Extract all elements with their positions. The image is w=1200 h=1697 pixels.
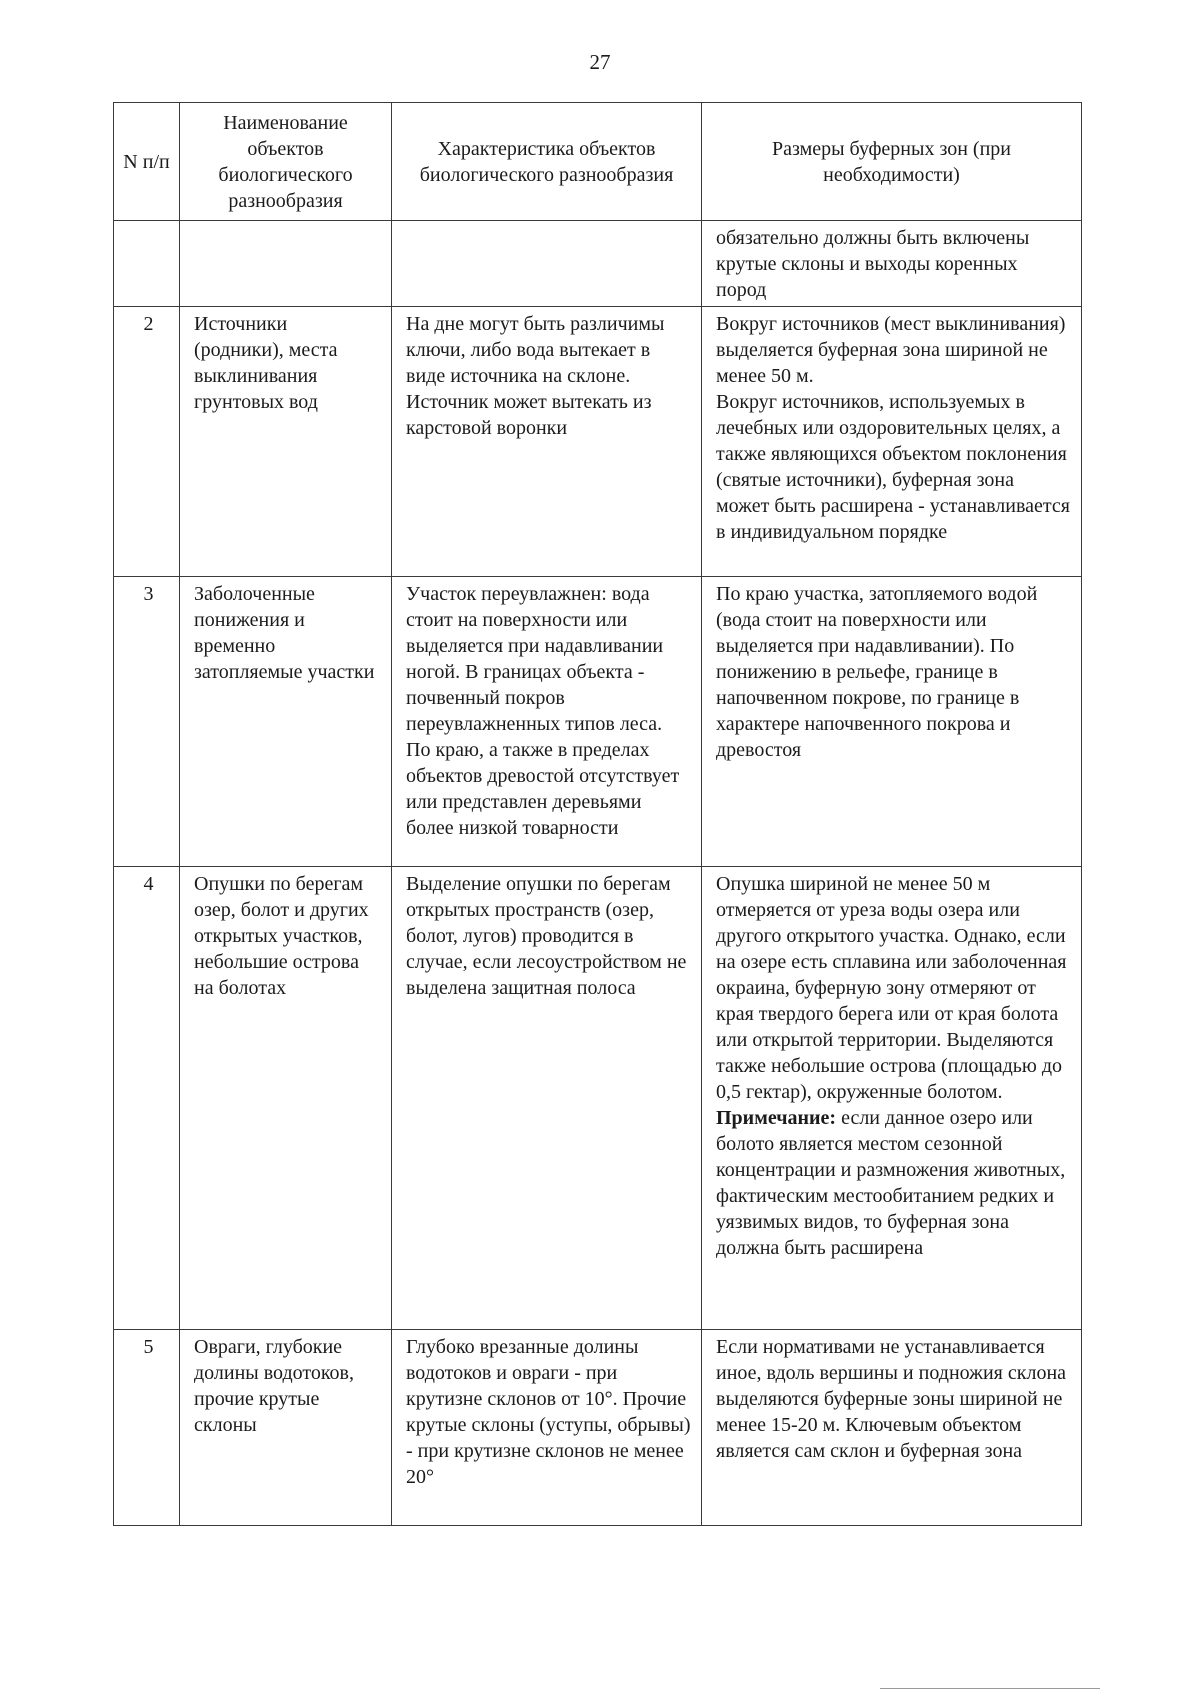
table-header-row: [114, 103, 1082, 221]
cell-name: Овраги, глубокие долины водотоков, прочие крутые склоны: [180, 1330, 392, 1526]
header-number: N п/п: [114, 103, 180, 221]
cell-empty: [180, 221, 392, 307]
cell-number: 4: [114, 867, 180, 1330]
cell-name: Источники (родники), места выклинивания грунтовых вод: [180, 307, 392, 577]
note-paragraph: [716, 1105, 1071, 1261]
buffer-paragraph: Вокруг источников (мест выклинивания) выделяется буферная зона шириной не менее 50 м.: [716, 313, 1066, 387]
header-characteristic: Характеристика объектов биологического разнообразия: [392, 103, 702, 221]
cell-characteristic: Выделение опушки по берегам открытых пространств (озер, болот, лугов) проводится в случае, если лесоустройством не выделена защитная полоса: [392, 867, 702, 1330]
header-buffer-size: Размеры буферных зон (при необходимости): [702, 103, 1082, 221]
cell-empty: [392, 221, 702, 307]
biodiversity-table: [113, 102, 1082, 1526]
note-text: если данное озеро или болото является местом сезонной концентрации и размножения животных, фактическим местообитанием редких и уязвимых видов, то буферная зона должна быть расширена: [716, 1107, 1066, 1259]
buffer-paragraph: Опушка шириной не менее 50 м отмеряется от уреза воды озера или другого открытого участка. Однако, если на озере есть сплавина или заболоченная окраина, буферную зону отмеряют от края твердого берега или от края болота или открытой территории. Выделяются также небольшие острова (площадью до 0,5 гектар), окруженные болотом.: [716, 873, 1067, 1103]
cell-buffer: По краю участка, затопляемого водой (вода стоит на поверхности или выделяется при надавливании). По понижению в рельефе, границе в напочвенном покрове, по границе в характере напочвенного покрова и древостоя: [702, 577, 1082, 867]
cell-characteristic: На дне могут быть различимы ключи, либо вода вытекает в виде источника на склоне. Источник может вытекать из карстовой воронки: [392, 307, 702, 577]
cell-buffer: [702, 307, 1082, 577]
cell-characteristic: Глубоко врезанные долины водотоков и овраги - при крутизне склонов от 10°. Прочие крутые склоны (уступы, обрывы) - при крутизне склонов не менее 20°: [392, 1330, 702, 1526]
table-row-continuation: [114, 221, 1082, 307]
cell-characteristic: Участок переувлажнен: вода стоит на поверхности или выделяется при надавливании ногой. В границах объекта - почвенный покров переувлажненных типов леса. По краю, а также в пределах объектов древостой отсутствует или представлен деревьями более низкой товарности: [392, 577, 702, 867]
table-row: [114, 577, 1082, 867]
scan-edge-line: [880, 1688, 1100, 1689]
buffer-paragraph: Вокруг источников, используемых в лечебных или оздоровительных целях, а также являющихся объектом поклонения (святые источники), буферная зона может быть расширена - устанавливается в индивидуальном порядке: [716, 391, 1070, 543]
cell-buffer: обязательно должны быть включены крутые склоны и выходы коренных пород: [702, 221, 1082, 307]
cell-name: Опушки по берегам озер, болот и других открытых участков, небольшие острова на болотах: [180, 867, 392, 1330]
cell-number: 5: [114, 1330, 180, 1526]
cell-buffer: [702, 867, 1082, 1330]
note-label: Примечание:: [716, 1107, 837, 1129]
table-row: [114, 867, 1082, 1330]
cell-number: 2: [114, 307, 180, 577]
cell-empty: [114, 221, 180, 307]
header-name: Наименование объектов биологического разнообразия: [180, 103, 392, 221]
table-row: [114, 307, 1082, 577]
page-number: 27: [589, 50, 611, 74]
cell-name: Заболоченные понижения и временно затопляемые участки: [180, 577, 392, 867]
cell-number: 3: [114, 577, 180, 867]
cell-buffer: Если нормативами не устанавливается иное, вдоль вершины и подножия склона выделяются буферные зоны шириной не менее 15-20 м. Ключевым объектом является сам склон и буферная зона: [702, 1330, 1082, 1526]
table-row: [114, 1330, 1082, 1526]
